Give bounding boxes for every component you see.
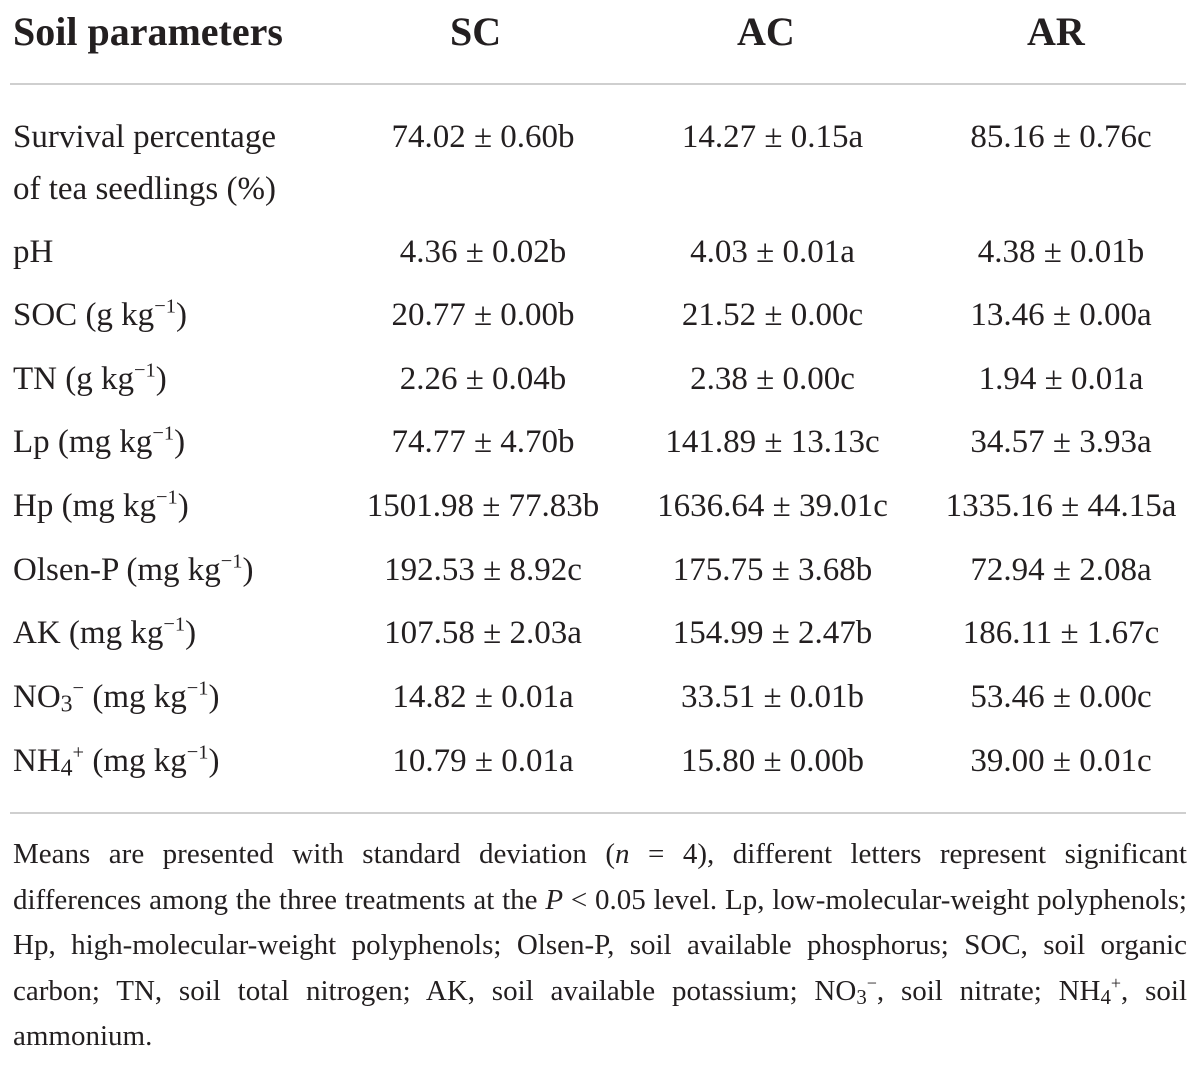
cell-ak-ar: 186.11 ± 1.67c bbox=[962, 615, 1160, 651]
cell-olsen-p-sc: 192.53 ± 8.92c bbox=[384, 552, 582, 588]
cell-ph-ac: 4.03 ± 0.01a bbox=[690, 234, 855, 270]
cell-hp-ac: 1636.64 ± 39.01c bbox=[657, 488, 888, 524]
header-sc: SC bbox=[450, 9, 502, 54]
row-label-survival-line2: of tea seedlings (%) bbox=[13, 171, 276, 207]
cell-tn-sc: 2.26 ± 0.04b bbox=[399, 361, 567, 397]
cell-tn-ac: 2.38 ± 0.00c bbox=[690, 361, 855, 397]
cell-lp-sc: 74.77 ± 4.70b bbox=[391, 424, 575, 460]
cell-lp-ar: 34.57 ± 3.93a bbox=[970, 424, 1152, 460]
cell-olsen-p-ar: 72.94 ± 2.08a bbox=[970, 552, 1152, 588]
row-label-hp: Hp (mg $kg^{-1}$) bbox=[13, 486, 189, 524]
cell-ph-sc: 4.36 ± 0.02b bbox=[399, 234, 567, 270]
cell-ammonium-sc: 10.79 ± 0.01a bbox=[392, 743, 574, 779]
cell-ph-ar: 4.38 ± 0.01b bbox=[977, 234, 1145, 270]
row-label-ph: pH bbox=[13, 234, 54, 270]
cell-tn-ar: 1.94 ± 0.01a bbox=[978, 361, 1144, 397]
table-bottom-rule bbox=[10, 812, 1186, 814]
header-rule bbox=[10, 83, 1186, 85]
row-label-ak: AK (mg $kg^{-1}$) bbox=[13, 613, 197, 651]
cell-ammonium-ac: 15.80 ± 0.00b bbox=[680, 743, 865, 779]
cell-hp-ar: 1335.16 ± 44.15a bbox=[945, 488, 1177, 524]
cell-hp-sc: 1501.98 ± 77.83b bbox=[366, 488, 600, 524]
cell-soc-ac: 21.52 ± 0.00c bbox=[681, 297, 864, 333]
table-footnote: Means are presented with standard deviation (n = 4), different letters represent significant differences among the three treatments at the P < 0.05 level. Lp, low-molecular-weight polyphenols; Hp, high-molecular-weight polyphenols; Olsen-P, soil available phosphorus; SOC, soil organic carbon; TN, soil total nitrogen; AK, soil available potassium; $NO_3^-$, soil nitrate; $NH_4^+$, soil ammonium. bbox=[13, 838, 1187, 1052]
row-label-soc: SOC (g $kg^{-1}$) bbox=[13, 295, 187, 333]
row-label-ammonium: $NH_4^+$ (mg $kg^{-1}$) bbox=[13, 741, 220, 782]
cell-ak-sc: 107.58 ± 2.03a bbox=[384, 615, 582, 651]
header-soil-parameters: Soil parameters bbox=[13, 9, 283, 54]
row-label-nitrate: $NO_3^-$ (mg $kg^{-1}$) bbox=[13, 677, 220, 718]
row-label-olsen-p: Olsen-P (mg $kg^{-1}$) bbox=[13, 550, 254, 588]
cell-ak-ac: 154.99 ± 2.47b bbox=[672, 615, 873, 651]
header-ac: AC bbox=[737, 9, 795, 54]
cell-nitrate-ac: 33.51 ± 0.01b bbox=[680, 679, 865, 715]
cell-nitrate-sc: 14.82 ± 0.01a bbox=[392, 679, 574, 715]
cell-survival-ar: 85.16 ± 0.76c bbox=[970, 119, 1152, 155]
header-ar: AR bbox=[1027, 9, 1085, 54]
cell-soc-ar: 13.46 ± 0.00a bbox=[970, 297, 1152, 333]
cell-nitrate-ar: 53.46 ± 0.00c bbox=[970, 679, 1152, 715]
cell-survival-sc: 74.02 ± 0.60b bbox=[391, 119, 575, 155]
row-label-tn: TN (g $kg^{-1}$) bbox=[13, 359, 167, 397]
row-label-survival-line1: Survival percentage bbox=[13, 119, 276, 155]
cell-survival-ac: 14.27 ± 0.15a bbox=[681, 119, 864, 155]
cell-olsen-p-ac: 175.75 ± 3.68b bbox=[672, 552, 873, 588]
row-label-lp: Lp (mg $kg^{-1}$) bbox=[13, 422, 186, 460]
cell-soc-sc: 20.77 ± 0.00b bbox=[391, 297, 575, 333]
cell-lp-ac: 141.89 ± 13.13c bbox=[665, 424, 880, 460]
cell-ammonium-ar: 39.00 ± 0.01c bbox=[970, 743, 1152, 779]
